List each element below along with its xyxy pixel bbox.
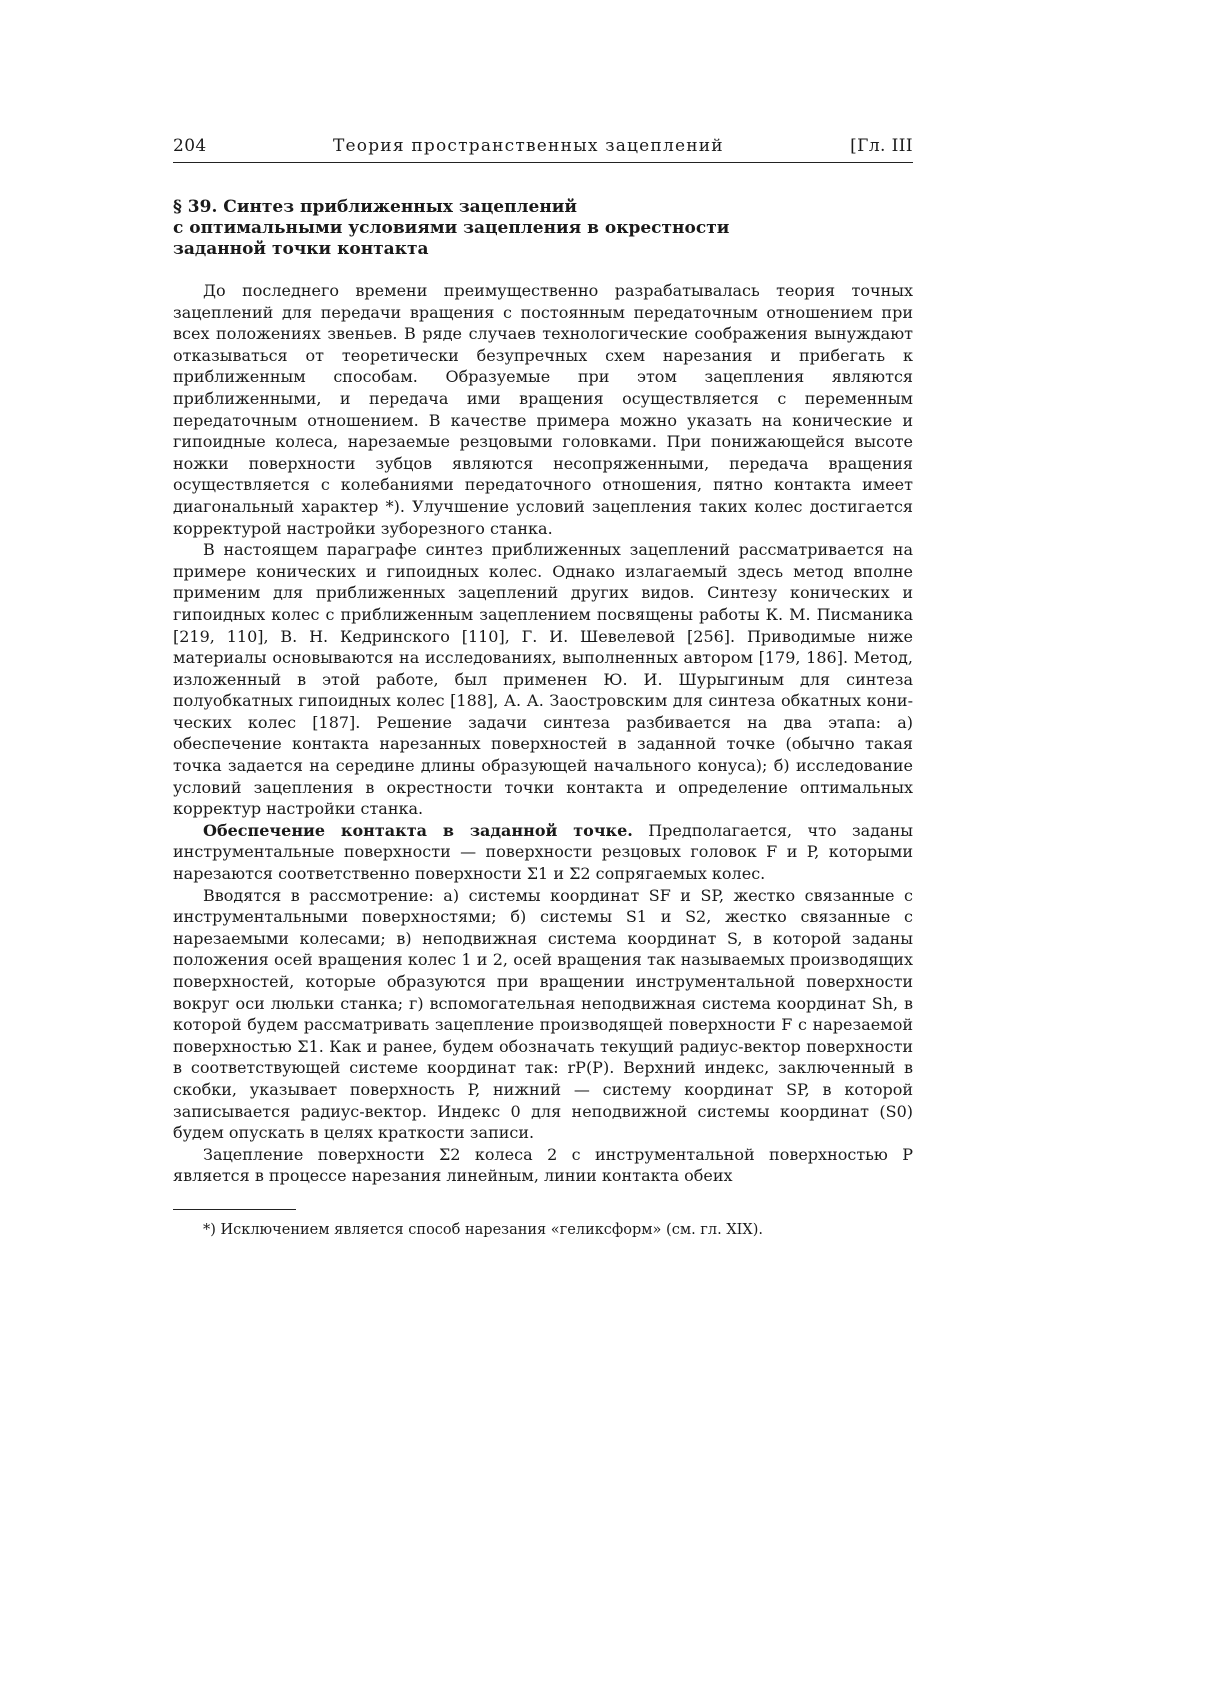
section-title — [173, 197, 913, 260]
paragraph-1: До последнего времени преимущественно разрабатывалась теория точных зацеплений для передачи вращения с постоянным передаточным отношением при всех положениях звеньев. В ряде случаев технологические соображения вынуждают отказываться от теоретически безупречных схем нарезания и прибегать к приближенным способам. Образуемые при этом зацепления являются приближенными, и передача ими вращения осуществляется с переменным передаточным отношением. В качестве примера можно указать на конические и гипоидные колеса, нарезаемые резцовыми головками. При понижающейся высоте ножки поверхности зубцов являются несопряженными, передача вращения осуществляется с колебаниями передаточного отношения, пятно контакта имеет диагональный характер *). Улучшение условий зацепления таких колес достигается корректурой настройки зуборезного станка. — [173, 281, 913, 538]
section-title-line-3: заданной точки контакта — [173, 239, 429, 259]
section-title-line-1: § 39. Синтез приближенных зацеплений — [173, 197, 577, 217]
paragraph-2: В настоящем параграфе синтез приближенных зацеплений рассматривается на примере конических и гипоидных колес. Однако излагаемый здесь метод вполне применим для приближенных зацеплений других видов. Синтезу конических и гипоидных колес с приближенным зацеплением посвящены работы К. М. Писманика [219, 110], В. Н. Кедринского [110], Г. И. Шевелевой [256]. Приводимые ниже материалы основываются на исследованиях, выполненных автором [179, 186]. Метод, изложенный в этой работе, был применен Ю. И. Шурыгиным для синтеза полуобкатных гипоидных колес [188], А. А. Заостровским для синтеза обкатных конических колес [187]. Решение задачи синтеза разбивается на два этапа: а) обеспечение контакта нарезанных поверхностей в заданной точке (обычно такая точка задается на середине длины образующей начального конуса); б) исследование условий зацепления в окрестности точки контакта и определение оптимальных корректур настройки станка. — [173, 540, 913, 819]
body-text — [173, 280, 913, 1187]
section-title-line-2: с оптимальными условиями зацепления в окрестности — [173, 218, 730, 238]
running-title: Теория пространственных зацеплений — [332, 136, 724, 156]
running-head — [173, 136, 913, 163]
chapter-ref: [Гл. III — [850, 136, 913, 156]
document-page — [173, 136, 913, 1239]
paragraph-3-run-in-heading: Обеспечение контакта в заданной точке. — [203, 820, 633, 840]
footnote: *) Исключением является способ нарезания «геликсформ» (см. гл. XIX). — [203, 1221, 763, 1238]
paragraph-3-text: Предполагается, что заданы инструментальные поверхности — поверхности резцовых головок F и P, которыми нарезаются соответственно поверхности Σ1 и Σ2 сопрягаемых колес. — [173, 820, 913, 884]
paragraph-3 — [173, 820, 913, 885]
footnote-divider — [173, 1209, 296, 1210]
paragraph-5: Зацепление поверхности Σ2 колеса 2 с инструментальной поверхностью P является в процессе нарезания линейным, линии контакта обеих — [173, 1144, 913, 1186]
paragraph-4: Вводятся в рассмотрение: а) системы координат SF и SP, жестко связанные с инструментальными поверхностями; б) системы S1 и S2, жестко связанные с нарезаемыми колесами; в) неподвижная система координат S, в которой заданы положения осей вращения колес 1 и 2, осей вращения так называемых производящих поверхностей, которые образуются при вращении инструментальной поверхности вокруг оси люльки станка; г) вспомогательная неподвижная система координат Sh, в которой будем рассматривать зацепление производящей поверхности F с нарезаемой поверхностью Σ1. Как и ранее, будем обозначать текущий радиус-вектор поверхности в соответствующей системе координат так: rP(P). Верхний индекс, заключенный в скобки, указывает поверхность P, нижний — систему координат SP, в которой записывается радиус-вектор. Индекс 0 для неподвижной системы координат (S0) будем опускать в целях краткости записи. — [173, 885, 913, 1143]
page-number: 204 — [173, 136, 207, 156]
